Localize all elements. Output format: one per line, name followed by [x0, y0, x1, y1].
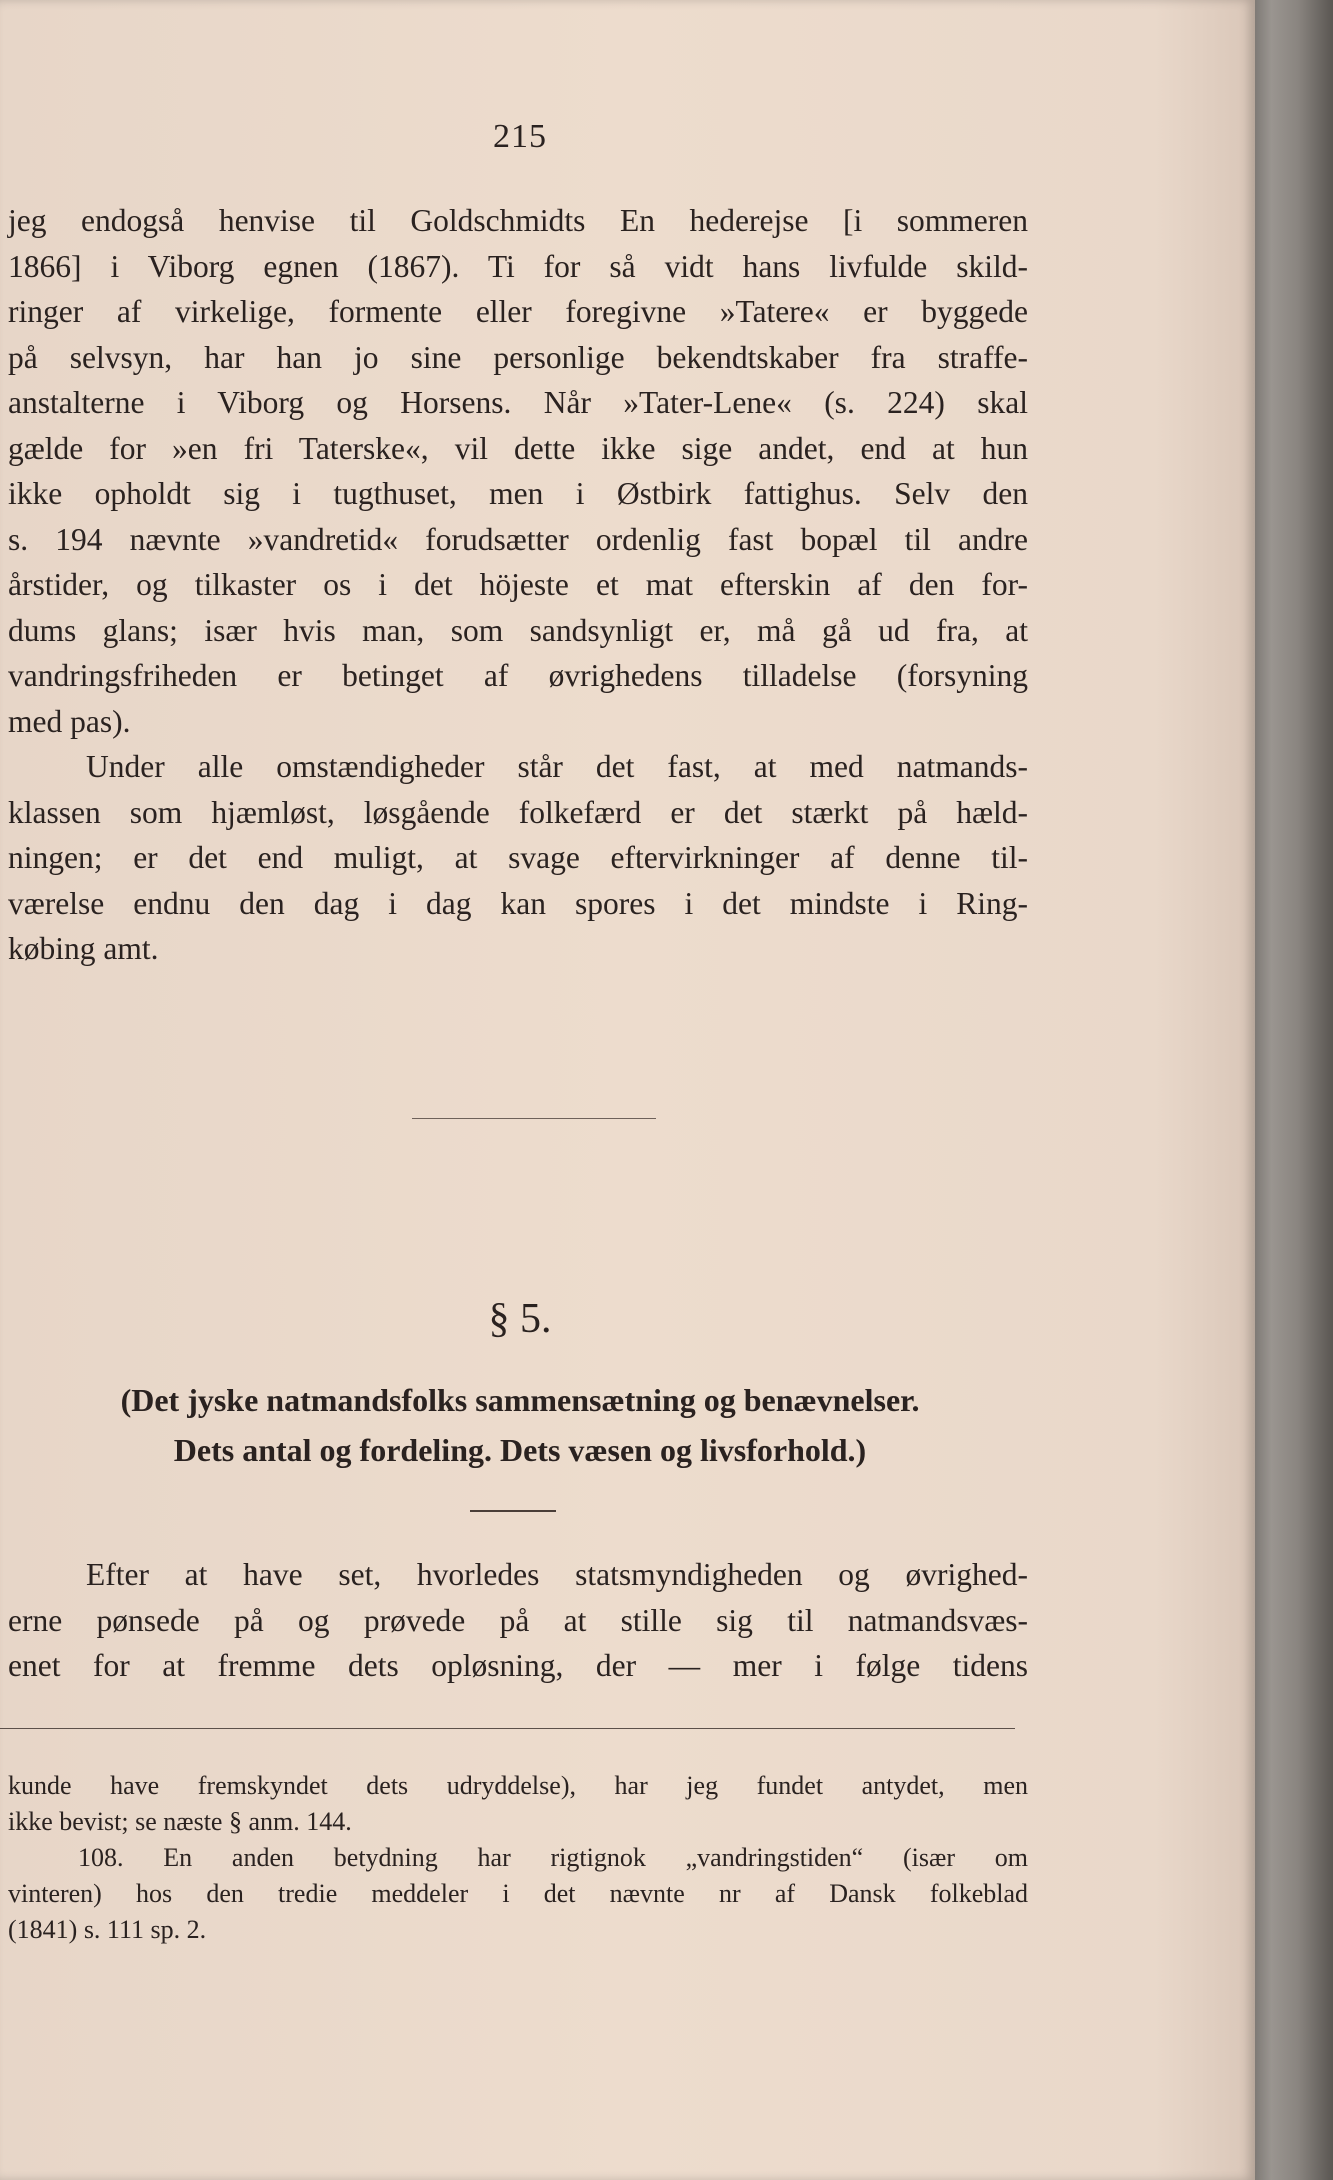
text-line: erne pønsede på og prøvede på at stille sig til natmandsvæs-	[8, 1602, 1028, 1638]
footnote-line: vinteren) hos den tredie meddeler i det nævnte nr af Dansk folkeblad	[8, 1879, 1028, 1908]
footnote-rule	[0, 1728, 1015, 1729]
text-line: klassen som hjæmløst, løsgående folkefærd er det stærkt på hæld-	[8, 794, 1028, 830]
text-line: dums glans; især hvis man, som sandsynligt er, må gå ud fra, at	[8, 612, 1028, 648]
text-line: jeg endogså henvise til Goldschmidts En hederejse [i sommeren	[8, 203, 1028, 238]
body-text	[8, 198, 1028, 972]
text-line: 1866] i Viborg egnen (1867). Ti for så vidt hans livfulde skild-	[8, 248, 1028, 284]
footnote-line: (1841) s. 111 sp. 2.	[8, 1915, 207, 1944]
text-line: på selvsyn, har han jo sine personlige bekendtskaber fra straffe-	[8, 339, 1028, 375]
page-number: 215	[493, 118, 547, 155]
text-line: Under alle omstændigheder står det fast, at med natmands-	[86, 749, 1028, 784]
text-line: med pas).	[8, 703, 131, 739]
book-spine	[1245, 0, 1333, 2180]
section-number: § 5.	[488, 1296, 552, 1342]
text-line: anstalterne i Viborg og Horsens. Når »Tater-Lene« (s. 224) skal	[8, 385, 1028, 420]
text-line: ringer af virkelige, formente eller foregivne »Tatere« er byggede	[8, 294, 1028, 329]
text-line: ikke opholdt sig i tugthuset, men i Østbirk fattighus. Selv den	[8, 476, 1028, 511]
text-line: Efter at have set, hvorledes statsmyndigheden og øvrighed-	[86, 1557, 1028, 1592]
section-heading-line: (Det jyske natmandsfolks sammensætning og benævnelser.	[120, 1382, 920, 1418]
section-text	[8, 1552, 1028, 1689]
section-heading	[40, 1375, 1000, 1475]
footnote-line: kunde have fremskyndet dets udryddelse), har jeg fundet antydet, men	[8, 1771, 1028, 1800]
text-line: værelse endnu den dag i dag kan spores i det mindste i Ring-	[8, 885, 1028, 921]
text-line: enet for at fremme dets opløsning, der — mer i følge tidens	[8, 1648, 1028, 1683]
footnote-line: 108. En anden betydning har rigtignok „vandringstiden“ (især om	[78, 1843, 1028, 1872]
footnotes	[8, 1768, 1028, 1948]
text-line: købing amt.	[8, 931, 159, 966]
text-line: årstider, og tilkaster os i det höjeste et mat efterskin af den for-	[8, 567, 1028, 602]
text-line: gælde for »en fri Taterske«, vil dette ikke sige andet, end at hun	[8, 430, 1028, 466]
text-line: s. 194 nævnte »vandretid« forudsætter ordenlig fast bopæl til andre	[8, 521, 1028, 557]
footnote-line: ikke bevist; se næste § anm. 144.	[8, 1807, 352, 1836]
section-divider	[412, 1118, 656, 1119]
heading-rule	[470, 1510, 556, 1512]
text-line: ningen; er det end muligt, at svage eftervirkninger af denne til-	[8, 840, 1028, 875]
section-heading-line: Dets antal og fordeling. Dets væsen og livsforhold.)	[173, 1432, 867, 1468]
text-line: vandringsfriheden er betinget af øvrighedens tilladelse (forsyning	[8, 658, 1028, 693]
